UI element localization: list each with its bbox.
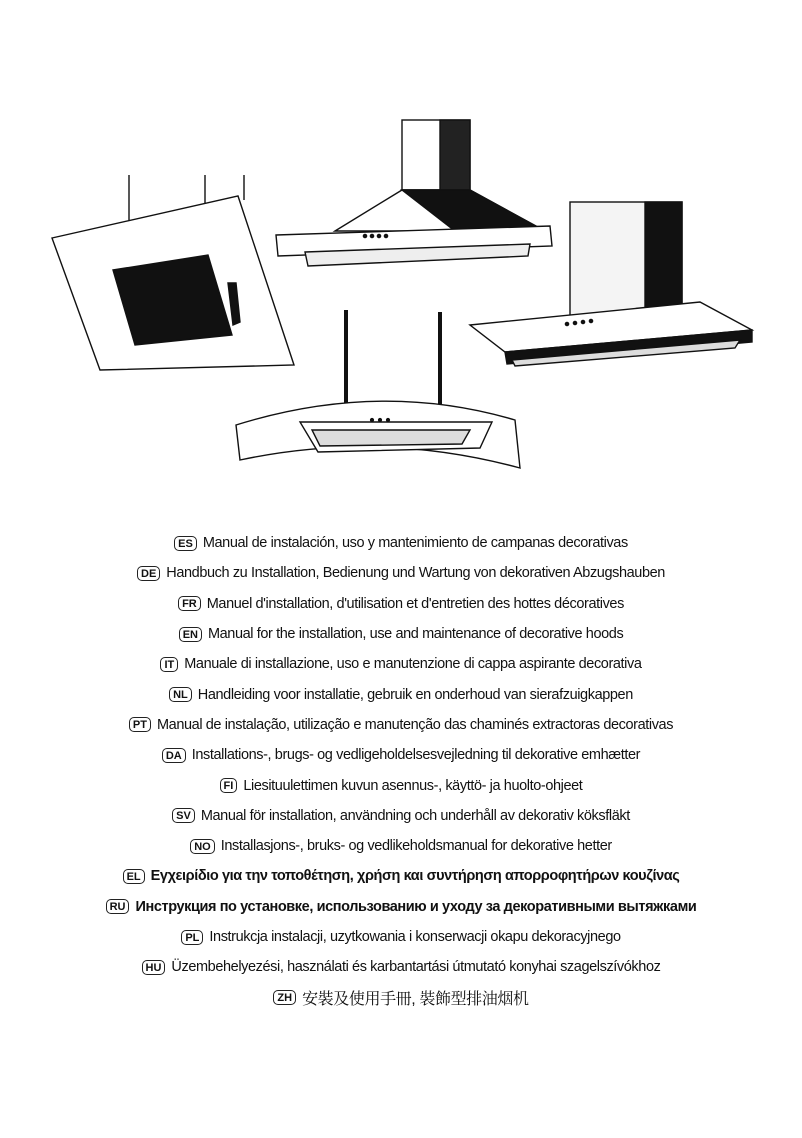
language-title: Manual de instalación, uso y mantenimiento de campanas decorativas <box>202 535 628 552</box>
language-row-zh <box>0 982 802 1012</box>
language-row-es <box>0 528 802 558</box>
language-row-sv <box>0 801 802 831</box>
language-row-ru <box>0 892 802 922</box>
language-title: Handleiding voor installatie, gebruik en onderhoud van sierafzuigkappen <box>197 686 633 703</box>
language-title: Manuale di installazione, uso e manutenzione di cappa aspirante decorativa <box>184 656 642 673</box>
language-row-el <box>0 861 802 891</box>
hood-illustrations <box>0 0 802 500</box>
language-row-en <box>0 619 802 649</box>
language-code-badge: RU <box>106 899 130 914</box>
language-row-hu <box>0 952 802 982</box>
angled-glass-hood <box>52 175 294 370</box>
language-title: Manual for the installation, use and maintenance of decorative hoods <box>207 626 624 643</box>
language-title: Εγχειρίδιο για την τοποθέτηση, χρήση και συντήρηση απορροφητήρων κουζίνας <box>150 868 680 885</box>
language-code-badge: SV <box>172 808 195 823</box>
language-title: Installasjons-, bruks- og vedlikeholdsmanual for dekorative hetter <box>220 838 612 855</box>
language-title-list <box>0 528 802 1013</box>
language-title: Installations-, brugs- og vedligeholdelsesvejledning til dekorative emhætter <box>191 747 641 764</box>
pyramid-chimney-hood <box>276 120 552 266</box>
language-row-da <box>0 740 802 770</box>
language-row-pl <box>0 922 802 952</box>
language-code-badge: NL <box>169 687 192 702</box>
language-row-fr <box>0 589 802 619</box>
language-row-nl <box>0 679 802 709</box>
language-title: Manual för installation, användning och underhåll av dekorativ köksfläkt <box>200 807 630 824</box>
language-title: Handbuch zu Installation, Bedienung und Wartung von dekorativen Abzugshauben <box>166 565 665 582</box>
language-code-badge: EL <box>123 869 145 884</box>
language-row-pt <box>0 710 802 740</box>
language-code-badge: FI <box>220 778 238 793</box>
language-row-fi <box>0 770 802 800</box>
language-title: Instrukcja instalacji, uzytkowania i konserwacji okapu dekoracyjnego <box>209 929 621 945</box>
language-code-badge: PL <box>181 930 203 945</box>
language-title: Инструкция по установке, использованию и уходу за декоративными вытяжками <box>135 898 697 915</box>
language-title: Manual de instalação, utilização e manutenção das chaminés extractoras decorativas <box>156 716 674 733</box>
language-code-badge: NO <box>190 839 215 854</box>
language-code-badge: ZH <box>273 990 296 1005</box>
language-code-badge: IT <box>160 657 178 672</box>
language-code-badge: DE <box>137 566 160 581</box>
language-row-de <box>0 558 802 588</box>
language-code-badge: PT <box>129 717 151 732</box>
language-row-it <box>0 649 802 679</box>
language-code-badge: EN <box>179 627 202 642</box>
language-title: Manuel d'installation, d'utilisation et d'entretien des hottes décoratives <box>206 595 624 612</box>
language-title: 安裝及使用手冊, 裝飾型排油烟机 <box>302 991 529 1009</box>
language-code-badge: DA <box>162 748 186 763</box>
language-code-badge: FR <box>178 596 201 611</box>
language-title: Üzembehelyezési, használati és karbantartási útmutató konyhai szagelszívókhoz <box>171 959 661 976</box>
language-title: Liesituulettimen kuvun asennus-, käyttö- ja huolto-ohjeet <box>243 777 583 794</box>
language-code-badge: ES <box>174 536 197 551</box>
language-row-no <box>0 831 802 861</box>
language-code-badge: HU <box>142 960 166 975</box>
